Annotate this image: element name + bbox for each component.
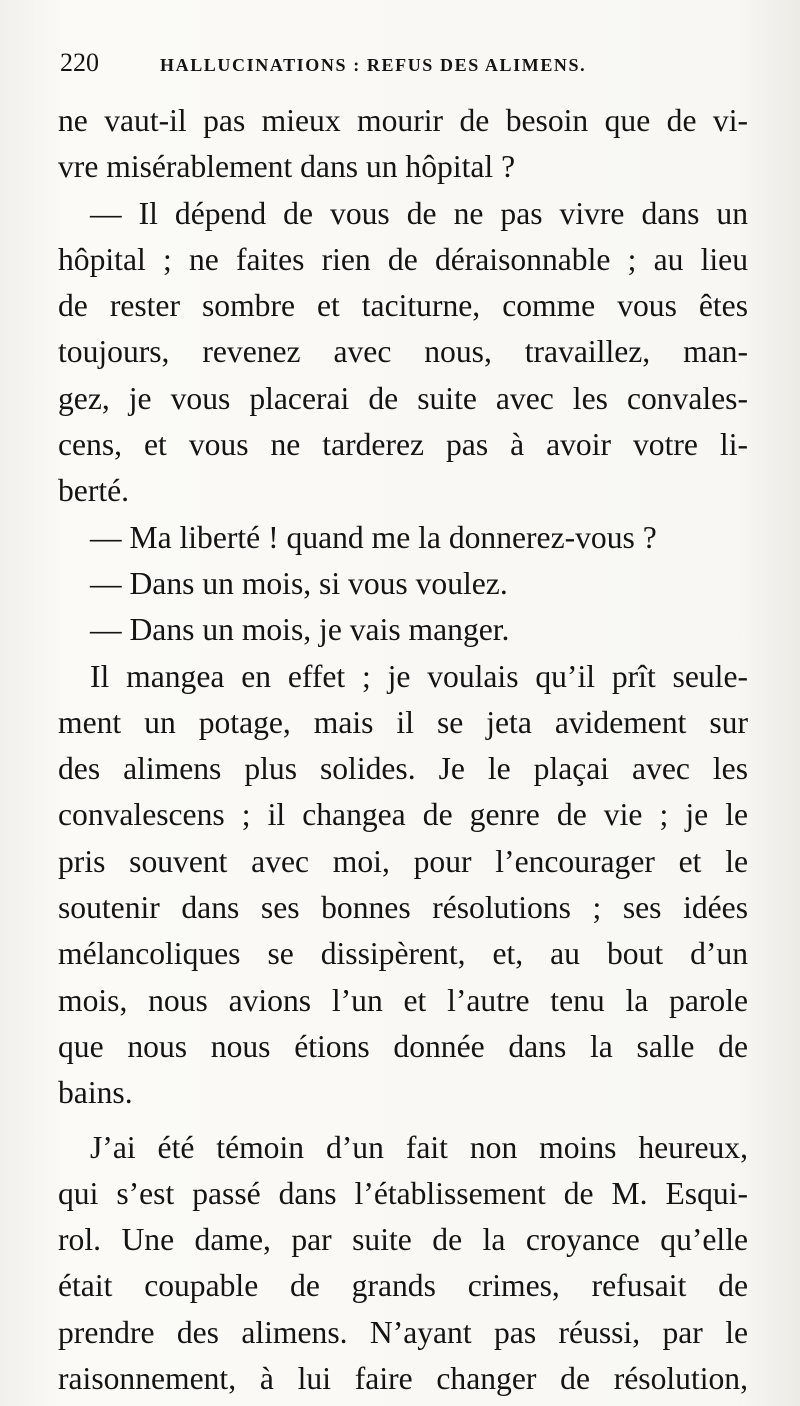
text-line: rol. Une dame, par suite de la croyance qu’elle: [58, 1222, 748, 1258]
text-line: soutenir dans ses bonnes résolutions ; ses idées: [58, 890, 748, 926]
text-line: bains.: [58, 1075, 133, 1111]
text-line: hôpital ; ne faites rien de déraisonnable ; au lieu: [58, 241, 748, 277]
page-number: 220: [60, 48, 99, 77]
text-line: vre misérablement dans un hôpital ?: [58, 149, 516, 185]
text-line: convalescens ; il changea de genre de vie ; je le: [58, 797, 748, 833]
text-line: mois, nous avions l’un et l’autre tenu la parole: [58, 982, 748, 1018]
text-line: qui s’est passé dans l’établissement de M. Esqui-: [58, 1175, 748, 1211]
page-header: [60, 48, 726, 78]
text-line: mélancoliques se dissipèrent, et, au bout d’un: [58, 936, 748, 972]
text-line: était coupable de grands crimes, refusait de: [58, 1268, 748, 1304]
text-line: ne vaut-il pas mieux mourir de besoin que de vi-: [58, 103, 748, 138]
text-line: cens, et vous ne tarderez pas à avoir votre li-: [58, 427, 748, 463]
text-line: berté.: [58, 473, 130, 509]
body-text: [58, 98, 748, 1402]
text-line: toujours, revenez avec nous, travaillez, man-: [58, 334, 748, 370]
text-line: ment un potage, mais il se jeta avidement sur: [58, 704, 748, 740]
text-line: — Dans un mois, je vais manger.: [90, 612, 510, 648]
text-line: de rester sombre et taciturne, comme vous êtes: [58, 288, 748, 324]
text-line: — Il dépend de vous de ne pas vivre dans un: [90, 195, 748, 231]
text-line: pris souvent avec moi, pour l’encourager et le: [58, 843, 748, 879]
text-line: raisonnement, à lui faire changer de résolution,: [58, 1361, 748, 1397]
text-line: gez, je vous placerai de suite avec les convales-: [58, 380, 748, 416]
running-head: HALLUCINATIONS : REFUS DES ALIMENS.: [160, 55, 587, 75]
text-line: que nous nous étions donnée dans la salle de: [58, 1028, 748, 1064]
text-line: Il mangea en effet ; je voulais qu’il prît seule-: [90, 658, 748, 694]
text-line: des alimens plus solides. Je le plaçai avec les: [58, 751, 748, 787]
text-line: — Ma liberté ! quand me la donnerez-vous ?: [90, 519, 657, 555]
text-line: prendre des alimens. N’ayant pas réussi, par le: [58, 1314, 748, 1350]
text-line: J’ai été témoin d’un fait non moins heureux,: [90, 1129, 748, 1165]
text-line: — Dans un mois, si vous voulez.: [90, 565, 508, 601]
